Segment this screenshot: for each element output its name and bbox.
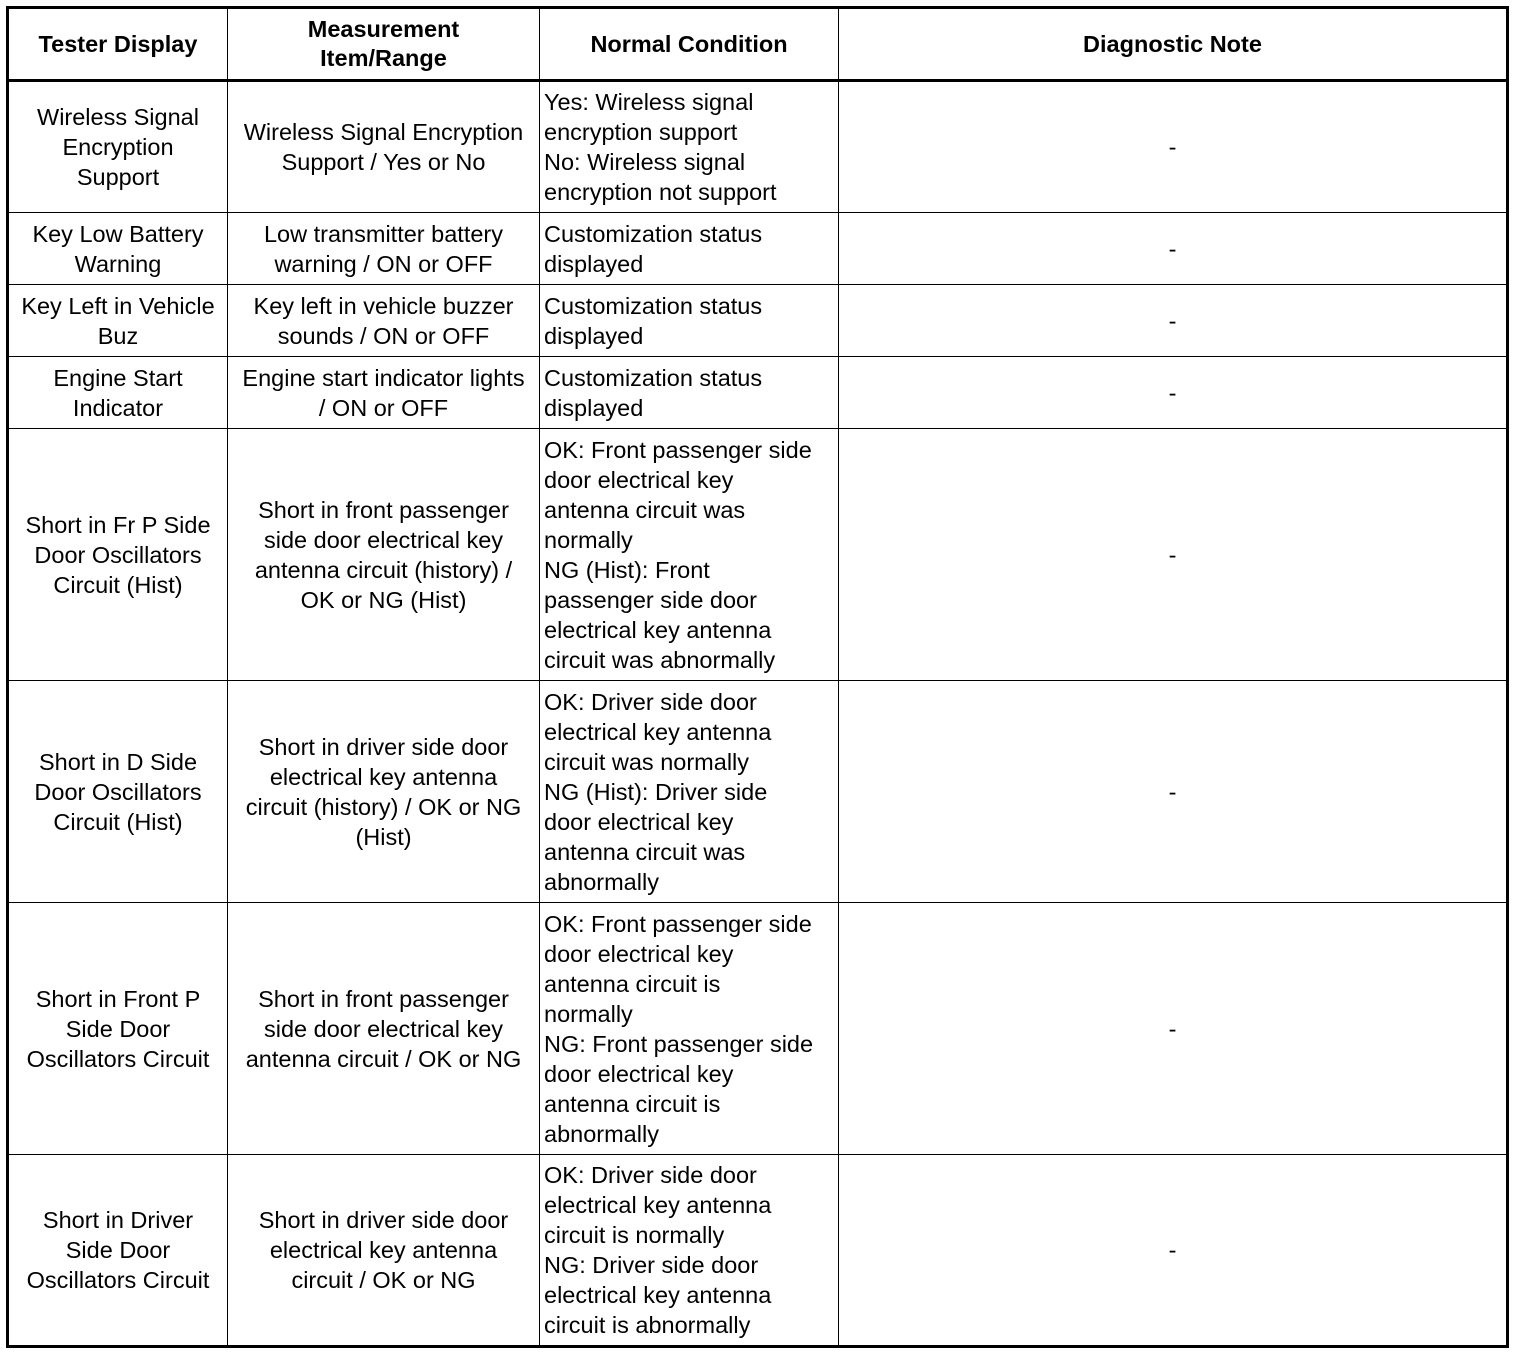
cell-measurement: Key left in vehicle buzzer sounds / ON or OFF <box>228 285 540 357</box>
tester-display-table <box>6 6 1509 1348</box>
cell-measurement: Wireless Signal Encryption Support / Yes or No <box>228 81 540 213</box>
header-normal-condition: Normal Condition <box>540 8 839 81</box>
table-row <box>8 213 1508 285</box>
cell-tester-display: Engine Start Indicator <box>8 357 228 429</box>
cell-measurement: Short in driver side door electrical key antenna circuit (history) / OK or NG (Hist) <box>228 681 540 903</box>
cell-measurement: Short in driver side door electrical key antenna circuit / OK or NG <box>228 1155 540 1347</box>
cell-tester-display: Short in Fr P Side Door Oscillators Circuit (Hist) <box>8 429 228 681</box>
table-row <box>8 681 1508 903</box>
cell-tester-display: Key Low Battery Warning <box>8 213 228 285</box>
cell-measurement: Short in front passenger side door electrical key antenna circuit / OK or NG <box>228 903 540 1155</box>
cell-normal-condition: Customization status displayed <box>540 285 839 357</box>
table-row <box>8 357 1508 429</box>
cell-measurement: Low transmitter battery warning / ON or OFF <box>228 213 540 285</box>
cell-tester-display: Short in D Side Door Oscillators Circuit (Hist) <box>8 681 228 903</box>
cell-diagnostic-note: - <box>839 81 1508 213</box>
header-measurement: Measurement Item/Range <box>228 8 540 81</box>
header-diagnostic-note: Diagnostic Note <box>839 8 1508 81</box>
cell-tester-display: Wireless Signal Encryption Support <box>8 81 228 213</box>
cell-normal-condition: OK: Driver side door electrical key antenna circuit is normally NG: Driver side door electrical key antenna circuit is abnormally <box>540 1155 839 1347</box>
cell-diagnostic-note: - <box>839 681 1508 903</box>
header-row <box>8 8 1508 81</box>
cell-tester-display: Short in Front P Side Door Oscillators Circuit <box>8 903 228 1155</box>
cell-diagnostic-note: - <box>839 903 1508 1155</box>
spec-table-container <box>6 6 1506 1348</box>
cell-measurement: Engine start indicator lights / ON or OFF <box>228 357 540 429</box>
cell-diagnostic-note: - <box>839 285 1508 357</box>
table-row <box>8 903 1508 1155</box>
cell-diagnostic-note: - <box>839 429 1508 681</box>
table-row <box>8 429 1508 681</box>
table-row <box>8 285 1508 357</box>
cell-tester-display: Short in Driver Side Door Oscillators Circuit <box>8 1155 228 1347</box>
cell-normal-condition: OK: Front passenger side door electrical key antenna circuit is normally NG: Front passenger side door electrical key antenna circuit is abnormally <box>540 903 839 1155</box>
table-row <box>8 1155 1508 1347</box>
cell-diagnostic-note: - <box>839 357 1508 429</box>
cell-normal-condition: OK: Front passenger side door electrical key antenna circuit was normally NG (Hist): Front passenger side door electrical key antenna circuit was abnormally <box>540 429 839 681</box>
cell-measurement: Short in front passenger side door electrical key antenna circuit (history) / OK or NG (Hist) <box>228 429 540 681</box>
cell-tester-display: Key Left in Vehicle Buz <box>8 285 228 357</box>
table-row <box>8 81 1508 213</box>
cell-diagnostic-note: - <box>839 213 1508 285</box>
cell-normal-condition: Yes: Wireless signal encryption support No: Wireless signal encryption not support <box>540 81 839 213</box>
cell-normal-condition: Customization status displayed <box>540 213 839 285</box>
cell-normal-condition: Customization status displayed <box>540 357 839 429</box>
header-tester-display: Tester Display <box>8 8 228 81</box>
cell-diagnostic-note: - <box>839 1155 1508 1347</box>
cell-normal-condition: OK: Driver side door electrical key antenna circuit was normally NG (Hist): Driver side door electrical key antenna circuit was abnormally <box>540 681 839 903</box>
